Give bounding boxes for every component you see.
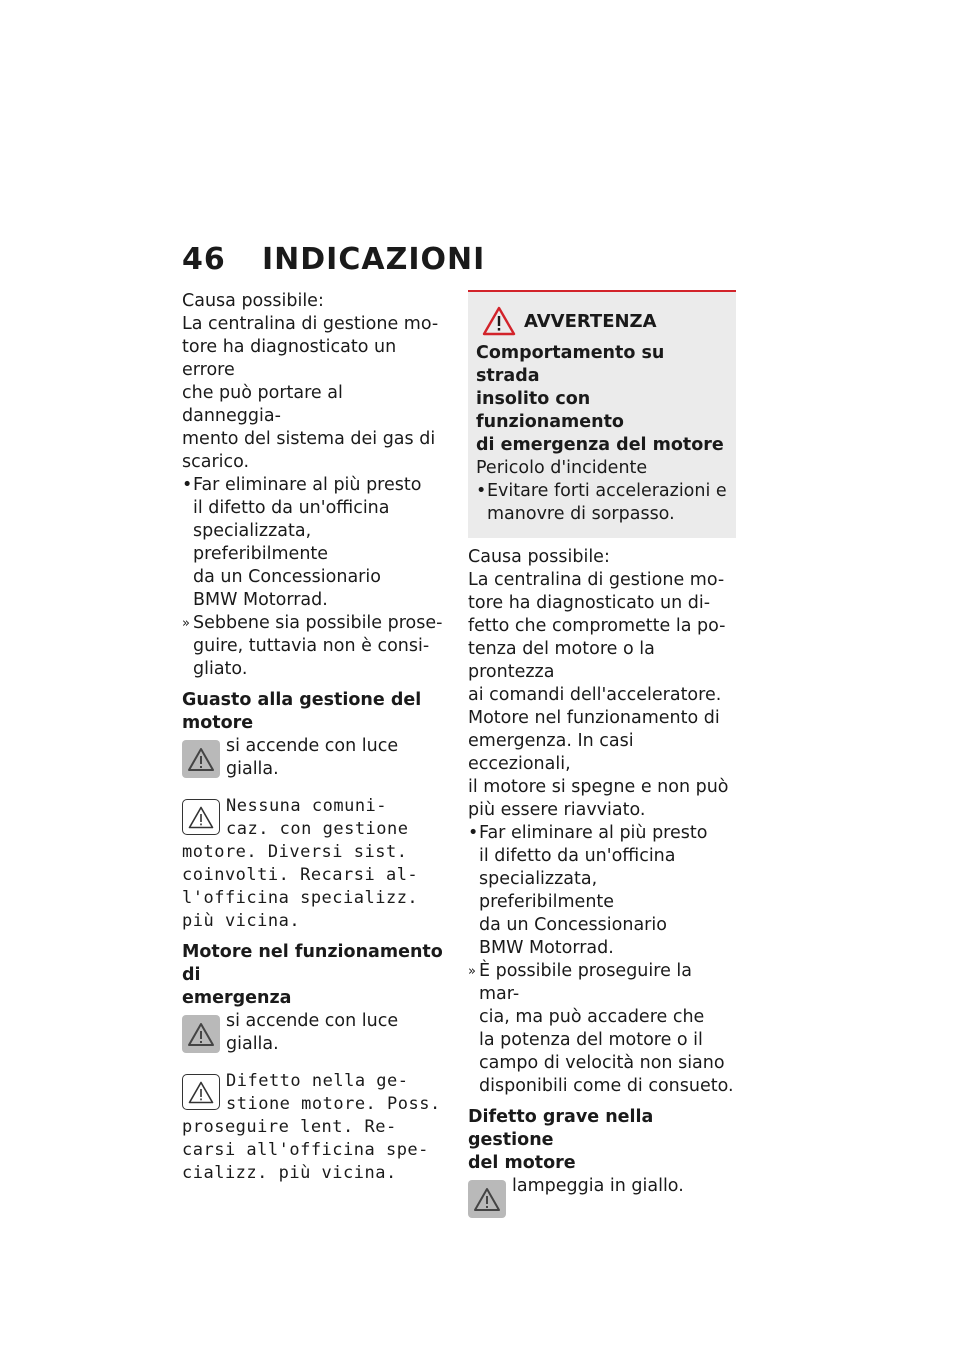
cause-label: Causa possibile:: [468, 547, 610, 567]
warning-lamp-icon: [182, 1015, 220, 1053]
text-line: manovre di sorpasso.: [487, 504, 675, 524]
bullet-item: [468, 822, 736, 960]
text-line: Far eliminare al più presto: [193, 475, 422, 495]
text-line: mento del sistema dei gas di: [182, 429, 436, 449]
text-line: gliato.: [193, 659, 248, 679]
text-line: emergenza. In casi eccezionali,: [468, 731, 634, 774]
text-line: del motore: [468, 1153, 576, 1173]
text-line: proseguire lent. Re-: [182, 1117, 397, 1137]
text-line: fetto che compromette la po-: [468, 616, 726, 636]
warning-box: [468, 290, 736, 538]
warning-risk: Pericolo d'incidente: [476, 458, 648, 478]
text-line: La centralina di gestione mo-: [182, 314, 439, 334]
left-column: [182, 290, 444, 1185]
indicator-text: si accende con luce gialla.: [226, 736, 399, 779]
cause-text: [468, 569, 736, 822]
cause-label: Causa possibile:: [182, 291, 324, 311]
text-line: tore ha diagnosticato un errore: [182, 337, 397, 380]
warning-title: [476, 306, 728, 336]
warning-triangle-icon: [182, 799, 220, 835]
bullet-item: [476, 480, 728, 526]
section-heading: [468, 1106, 736, 1175]
text-line: stione motore. Poss.: [226, 1094, 441, 1114]
text-line: emergenza: [182, 988, 292, 1008]
bullet-dot-icon: •: [468, 823, 479, 843]
text-line: È possibile proseguire la mar-: [479, 961, 692, 1004]
text-line: coinvolti. Recarsi al-: [182, 865, 419, 885]
text-line: Difetto nella ge-: [226, 1071, 409, 1091]
text-line: Evitare forti accelerazioni e: [487, 481, 727, 501]
cause-text: [182, 313, 444, 474]
page-header: [182, 242, 485, 277]
text-line: cia, ma può accadere che: [479, 1007, 705, 1027]
page-number: 46: [182, 242, 226, 277]
result-item: [182, 612, 444, 681]
text-line: motore. Diversi sist.: [182, 842, 408, 862]
text-line: guire, tuttavia non è consi-: [193, 636, 430, 656]
indicator-row: [468, 1175, 736, 1218]
text-line: Far eliminare al più presto: [479, 823, 708, 843]
text-line: disponibili come di consueto.: [479, 1076, 734, 1096]
result-item: [468, 960, 736, 1098]
text-line: di emergenza del motore: [476, 435, 724, 455]
warning-title-text: AVVERTENZA: [524, 310, 657, 332]
display-message: [182, 795, 444, 933]
text-line: Nessuna comuni-: [226, 796, 388, 816]
text-line: BMW Motorrad.: [479, 938, 614, 958]
text-line: il difetto da un'officina: [479, 846, 676, 866]
warning-heading: [476, 342, 728, 457]
text-line: specializzata, preferibilmente: [479, 869, 615, 912]
text-line: carsi all'officina spe-: [182, 1140, 429, 1160]
text-line: tore ha diagnosticato un di-: [468, 593, 711, 613]
display-message: [182, 1070, 444, 1185]
double-chevron-icon: »: [182, 616, 190, 631]
text-line: la potenza del motore o il: [479, 1030, 703, 1050]
text-line: Comportamento su strada: [476, 343, 665, 386]
indicator-text: lampeggia in giallo.: [512, 1176, 684, 1196]
right-column: [468, 290, 736, 1218]
warning-lamp-icon: [468, 1180, 506, 1218]
text-line: campo di velocità non siano: [479, 1053, 725, 1073]
text-line: da un Concessionario: [193, 567, 381, 587]
text-line: Guasto alla gestione del: [182, 690, 422, 710]
text-line: più vicina.: [182, 911, 301, 931]
section-heading: [182, 941, 444, 1010]
bullet-dot-icon: •: [182, 475, 193, 495]
text-line: motore: [182, 713, 254, 733]
bullet-dot-icon: •: [476, 481, 487, 501]
text-line: Difetto grave nella gestione: [468, 1107, 654, 1150]
text-line: Sebbene sia possibile prose-: [193, 613, 443, 633]
warning-triangle-red-icon: [482, 306, 516, 336]
bullet-item: [182, 474, 444, 612]
section-heading: [182, 689, 444, 735]
text-line: tenza del motore o la prontezza: [468, 639, 655, 682]
warning-lamp-icon: [182, 740, 220, 778]
text-line: Motore nel funzionamento di: [182, 942, 443, 985]
text-line: l'officina specializz.: [182, 888, 419, 908]
text-line: ai comandi dell'acceleratore.: [468, 685, 722, 705]
text-line: cializz. più vicina.: [182, 1163, 397, 1183]
text-line: da un Concessionario: [479, 915, 667, 935]
indicator-row: [182, 735, 444, 781]
text-line: il motore si spegne e non può: [468, 777, 729, 797]
text-line: più essere riavviato.: [468, 800, 646, 820]
warning-triangle-icon: [182, 1074, 220, 1110]
indicator-row: [182, 1010, 444, 1056]
text-line: La centralina di gestione mo-: [468, 570, 725, 590]
double-chevron-icon: »: [468, 964, 476, 979]
text-line: il difetto da un'officina: [193, 498, 390, 518]
page-title: INDICAZIONI: [262, 242, 486, 277]
text-line: insolito con funzionamento: [476, 389, 624, 432]
text-line: scarico.: [182, 452, 250, 472]
text-line: specializzata, preferibilmente: [193, 521, 329, 564]
text-line: Motore nel funzionamento di: [468, 708, 720, 728]
text-line: BMW Motorrad.: [193, 590, 328, 610]
text-line: caz. con gestione: [226, 819, 409, 839]
indicator-text: si accende con luce gialla.: [226, 1011, 399, 1054]
text-line: che può portare al danneggia-: [182, 383, 343, 426]
